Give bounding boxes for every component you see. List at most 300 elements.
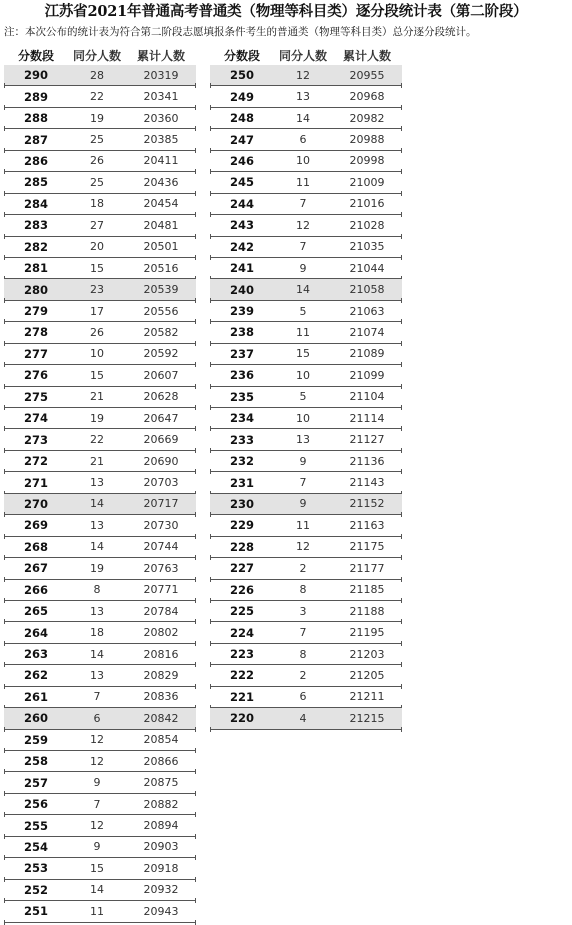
score-cell: 224 [229,625,254,640]
score-cell: 260 [23,711,48,726]
table-row [4,151,196,172]
table-row [210,408,402,429]
table-row [4,322,196,343]
score-cell: 237 [229,346,254,361]
cumulative-cell: 21104 [349,390,385,404]
table-row [4,622,196,643]
table-row [210,622,402,643]
score-cell: 228 [229,539,254,554]
count-cell: 13 [90,476,104,490]
cumulative-cell: 21089 [349,347,385,361]
score-cell: 225 [229,604,254,619]
table-row [4,537,196,558]
count-cell: 18 [90,626,104,640]
table-header [210,45,402,65]
score-table-left [4,45,196,923]
count-cell: 22 [90,90,104,104]
count-cell: 14 [296,283,310,297]
cumulative-cell: 21016 [349,197,385,211]
count-cell: 12 [90,819,104,833]
cumulative-cell: 20592 [143,347,179,361]
count-cell: 14 [90,647,104,661]
score-cell: 238 [229,325,254,340]
score-cell: 235 [229,389,254,404]
count-cell: 2 [299,668,307,682]
table-row [4,237,196,258]
row-rule-tick [401,727,402,732]
cumulative-cell: 21009 [349,175,385,189]
score-cell: 284 [23,196,48,211]
cumulative-cell: 21063 [349,304,385,318]
table-row [4,558,196,579]
score-cell: 279 [23,304,48,319]
score-cell: 230 [229,496,254,511]
score-cell: 259 [23,732,48,747]
count-cell: 12 [296,540,310,554]
table-body [4,65,196,923]
table-row [4,429,196,450]
row-rule-tick [195,920,196,925]
table-row [210,172,402,193]
table-row [210,708,402,729]
count-cell: 11 [296,175,310,189]
score-cell: 253 [23,861,48,876]
score-cell: 289 [23,89,48,104]
row-rule-tick [210,727,211,732]
cumulative-cell: 20690 [143,454,179,468]
count-cell: 21 [90,454,104,468]
table-row [210,65,402,86]
table-row [4,601,196,622]
cumulative-cell: 20982 [349,111,385,125]
cumulative-cell: 20628 [143,390,179,404]
table-row [210,215,402,236]
score-cell: 282 [23,239,48,254]
score-cell: 277 [23,346,48,361]
score-cell: 250 [229,68,254,83]
score-cell: 278 [23,325,48,340]
count-cell: 7 [299,626,307,640]
score-cell: 240 [229,282,254,297]
score-cell: 249 [229,89,254,104]
score-cell: 244 [229,196,254,211]
count-cell: 19 [90,111,104,125]
table-row [4,665,196,686]
count-cell: 7 [299,476,307,490]
score-cell: 266 [23,582,48,597]
score-table-right [210,45,402,730]
score-cell: 274 [23,411,48,426]
table-row [4,194,196,215]
count-cell: 7 [93,797,101,811]
cumulative-cell: 21185 [349,583,385,597]
table-row [4,365,196,386]
cumulative-cell: 20717 [143,497,179,511]
count-cell: 25 [90,175,104,189]
count-cell: 13 [90,604,104,618]
score-cell: 263 [23,647,48,662]
count-cell: 25 [90,133,104,147]
cumulative-cell: 21044 [349,261,385,275]
score-cell: 221 [229,689,254,704]
cumulative-cell: 20836 [143,690,179,704]
table-row [210,451,402,472]
count-cell: 3 [299,604,307,618]
score-cell: 276 [23,368,48,383]
count-cell: 9 [299,497,307,511]
count-cell: 15 [90,261,104,275]
table-row [210,687,402,708]
count-cell: 5 [299,304,307,318]
cumulative-cell: 21028 [349,218,385,232]
cumulative-cell: 20647 [143,411,179,425]
count-cell: 9 [93,776,101,790]
count-cell: 10 [296,411,310,425]
count-cell: 11 [296,325,310,339]
cumulative-cell: 20319 [143,68,179,82]
table-row [210,472,402,493]
cumulative-cell: 20875 [143,776,179,790]
table-row [4,129,196,150]
count-cell: 6 [299,690,307,704]
score-cell: 256 [23,797,48,812]
table-row [4,880,196,901]
cumulative-cell: 21143 [349,476,385,490]
table-row [4,708,196,729]
count-cell: 13 [296,90,310,104]
cumulative-cell: 20411 [143,154,179,168]
score-cell: 269 [23,518,48,533]
count-cell: 15 [90,368,104,382]
count-cell: 14 [90,497,104,511]
score-cell: 268 [23,539,48,554]
count-cell: 12 [90,754,104,768]
table-row [210,537,402,558]
cumulative-cell: 20556 [143,304,179,318]
header-cumulative: 累计人数 [342,48,391,63]
score-cell: 242 [229,239,254,254]
score-cell: 229 [229,518,254,533]
table-row [210,322,402,343]
table-row [4,901,196,922]
cumulative-cell: 20988 [349,133,385,147]
score-cell: 261 [23,689,48,704]
cumulative-cell: 21211 [349,690,385,704]
cumulative-cell: 21215 [349,711,385,725]
score-cell: 248 [229,111,254,126]
count-cell: 13 [90,668,104,682]
cumulative-cell: 20955 [349,68,385,82]
cumulative-cell: 21127 [349,433,385,447]
cumulative-cell: 21188 [349,604,385,618]
header-score: 分数段 [17,48,54,63]
cumulative-cell: 21114 [349,411,385,425]
count-cell: 14 [90,540,104,554]
table-row [210,365,402,386]
score-cell: 226 [229,582,254,597]
count-cell: 26 [90,154,104,168]
cumulative-cell: 20943 [143,904,179,918]
count-cell: 7 [299,197,307,211]
cumulative-cell: 20854 [143,733,179,747]
count-cell: 8 [299,583,307,597]
table-row [4,172,196,193]
table-row [210,558,402,579]
cumulative-cell: 21195 [349,626,385,640]
count-cell: 9 [299,454,307,468]
cumulative-cell: 20481 [143,218,179,232]
score-cell: 257 [23,775,48,790]
table-row [4,515,196,536]
table-row [4,65,196,86]
count-cell: 9 [299,261,307,275]
cumulative-cell: 20582 [143,325,179,339]
cumulative-cell: 21163 [349,518,385,532]
header-cumulative: 累计人数 [136,48,185,63]
score-cell: 265 [23,604,48,619]
score-cell: 247 [229,132,254,147]
table-row [4,301,196,322]
row-rule-tick [4,920,5,925]
score-cell: 246 [229,153,254,168]
count-cell: 12 [90,733,104,747]
cumulative-cell: 21152 [349,497,385,511]
count-cell: 8 [93,583,101,597]
score-cell: 271 [23,475,48,490]
cumulative-cell: 21205 [349,668,385,682]
table-row [210,151,402,172]
count-cell: 10 [296,368,310,382]
count-cell: 4 [299,711,307,725]
count-cell: 21 [90,390,104,404]
score-cell: 264 [23,625,48,640]
cumulative-cell: 21099 [349,368,385,382]
count-cell: 19 [90,561,104,575]
count-cell: 20 [90,240,104,254]
score-cell: 255 [23,818,48,833]
table-note: 注：本次公布的统计表为符合第二阶段志愿填报条件考生的普通类（物理等科目类）总分逐分段统计。 [4,26,477,38]
count-cell: 23 [90,283,104,297]
score-cell: 286 [23,153,48,168]
cumulative-cell: 21035 [349,240,385,254]
score-cell: 290 [23,68,48,83]
score-cell: 258 [23,754,48,769]
score-cell: 288 [23,111,48,126]
count-cell: 2 [299,561,307,575]
cumulative-cell: 20341 [143,90,179,104]
count-cell: 6 [93,711,101,725]
table-row [4,772,196,793]
table-row [4,815,196,836]
table-row [210,86,402,107]
table-row [210,429,402,450]
cumulative-cell: 20932 [143,883,179,897]
count-cell: 18 [90,197,104,211]
count-cell: 13 [296,433,310,447]
score-cell: 241 [229,261,254,276]
cumulative-cell: 20501 [143,240,179,254]
table-row [4,279,196,300]
score-cell: 267 [23,561,48,576]
count-cell: 15 [90,861,104,875]
cumulative-cell: 20829 [143,668,179,682]
cumulative-cell: 20903 [143,840,179,854]
table-row [4,258,196,279]
table-row [210,194,402,215]
score-cell: 251 [23,904,48,919]
score-cell: 272 [23,454,48,469]
score-cell: 254 [23,839,48,854]
count-cell: 14 [296,111,310,125]
table-row [210,601,402,622]
cumulative-cell: 21203 [349,647,385,661]
cumulative-cell: 20454 [143,197,179,211]
count-cell: 22 [90,433,104,447]
header-count: 同分人数 [278,48,327,63]
count-cell: 8 [299,647,307,661]
table-row [210,237,402,258]
cumulative-cell: 20703 [143,476,179,490]
header-score: 分数段 [223,48,260,63]
cumulative-cell: 21136 [349,454,385,468]
score-cell: 262 [23,668,48,683]
score-cell: 287 [23,132,48,147]
table-row [4,794,196,815]
table-row [210,494,402,515]
table-row [4,644,196,665]
table-row [4,86,196,107]
table-row [210,665,402,686]
table-row [210,108,402,129]
table-row [210,258,402,279]
cumulative-cell: 20436 [143,175,179,189]
score-cell: 281 [23,261,48,276]
score-cell: 222 [229,668,254,683]
cumulative-cell: 21058 [349,283,385,297]
cumulative-cell: 21175 [349,540,385,554]
cumulative-cell: 20968 [349,90,385,104]
table-row [4,451,196,472]
cumulative-cell: 20816 [143,647,179,661]
cumulative-cell: 20771 [143,583,179,597]
cumulative-cell: 20882 [143,797,179,811]
table-row [4,751,196,772]
table-row [4,580,196,601]
score-cell: 280 [23,282,48,297]
cumulative-cell: 21177 [349,561,385,575]
count-cell: 19 [90,411,104,425]
cumulative-cell: 20866 [143,754,179,768]
table-row [4,687,196,708]
table-row [4,344,196,365]
table-row [4,837,196,858]
table-row [4,215,196,236]
score-cell: 283 [23,218,48,233]
table-row [210,644,402,665]
table-row [4,494,196,515]
score-cell: 239 [229,304,254,319]
count-cell: 26 [90,325,104,339]
table-row [4,108,196,129]
table-header [4,45,196,65]
score-cell: 223 [229,647,254,662]
count-cell: 10 [296,154,310,168]
score-cell: 275 [23,389,48,404]
table-row [4,472,196,493]
table-row [210,580,402,601]
cumulative-cell: 21074 [349,325,385,339]
count-cell: 12 [296,218,310,232]
count-cell: 9 [93,840,101,854]
score-cell: 245 [229,175,254,190]
cumulative-cell: 20385 [143,133,179,147]
count-cell: 7 [93,690,101,704]
score-cell: 232 [229,454,254,469]
score-cell: 233 [229,432,254,447]
score-cell: 227 [229,561,254,576]
cumulative-cell: 20730 [143,518,179,532]
score-cell: 220 [229,711,254,726]
score-cell: 270 [23,496,48,511]
table-row [210,301,402,322]
count-cell: 13 [90,518,104,532]
count-cell: 17 [90,304,104,318]
cumulative-cell: 20607 [143,368,179,382]
count-cell: 5 [299,390,307,404]
count-cell: 6 [299,133,307,147]
page-title: 江苏省2021年普通高考普通类（物理等科目类）逐分段统计表（第二阶段） [44,3,528,20]
cumulative-cell: 20744 [143,540,179,554]
cumulative-cell: 20842 [143,711,179,725]
cumulative-cell: 20894 [143,819,179,833]
table-row [4,730,196,751]
table-row [210,387,402,408]
count-cell: 27 [90,218,104,232]
header-count: 同分人数 [72,48,121,63]
score-cell: 252 [23,882,48,897]
cumulative-cell: 20516 [143,261,179,275]
cumulative-cell: 20669 [143,433,179,447]
table-row [4,387,196,408]
table-row [210,344,402,365]
score-cell: 243 [229,218,254,233]
cumulative-cell: 20539 [143,283,179,297]
score-cell: 236 [229,368,254,383]
table-row [210,129,402,150]
count-cell: 11 [296,518,310,532]
cumulative-cell: 20763 [143,561,179,575]
score-cell: 273 [23,432,48,447]
table-body [210,65,402,730]
cumulative-cell: 20802 [143,626,179,640]
cumulative-cell: 20360 [143,111,179,125]
cumulative-cell: 20784 [143,604,179,618]
count-cell: 10 [90,347,104,361]
count-cell: 14 [90,883,104,897]
score-cell: 231 [229,475,254,490]
count-cell: 7 [299,240,307,254]
count-cell: 15 [296,347,310,361]
table-row [4,858,196,879]
score-cell: 285 [23,175,48,190]
cumulative-cell: 20918 [143,861,179,875]
table-row [210,515,402,536]
count-cell: 28 [90,68,104,82]
count-cell: 12 [296,68,310,82]
table-row [4,408,196,429]
score-cell: 234 [229,411,254,426]
cumulative-cell: 20998 [349,154,385,168]
